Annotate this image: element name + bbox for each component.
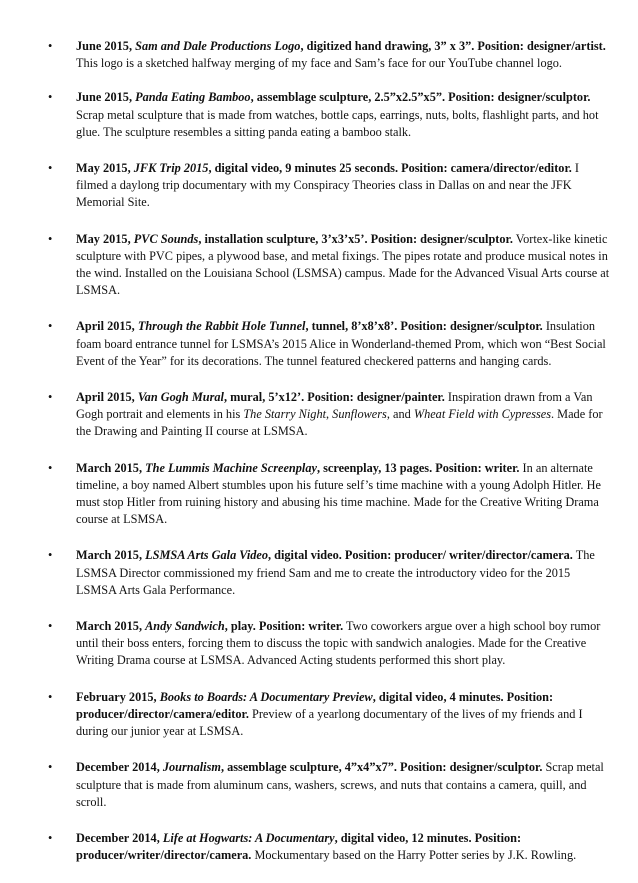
entry-details: , digital video, 4 minutes. Position: producer/director/camera/editor.: [76, 689, 554, 721]
entry-description: I filmed a daylong trip documentary with my Conspiracy Theories class in Dallas on and near the JFK Memorial Site.: [76, 161, 580, 210]
entry-date: December 2014,: [76, 760, 163, 775]
entry-details: , digitized hand drawing, 3” x 3”. Position: designer/artist.: [300, 39, 606, 53]
entry-date: February 2015,: [76, 689, 160, 704]
entry-details: , screenplay, 13 pages. Position: writer.: [316, 460, 520, 475]
bullet-icon: •: [48, 161, 53, 176]
entry-description: Scrap metal sculpture that is made from aluminum cans, washers, screws, and nuts that contains a camera, quill, and scroll.: [76, 760, 604, 809]
entry-date: March 2015,: [76, 460, 146, 475]
entry-details: , digital video. Position: producer/ writer/director/camera.: [268, 548, 573, 563]
bullet-icon: •: [48, 689, 53, 704]
bullet-icon: •: [48, 231, 53, 246]
list-item: [0, 89, 638, 141]
list-item: [0, 389, 638, 441]
entry-date: May 2015,: [76, 231, 134, 246]
entry-date: April 2015,: [76, 319, 138, 334]
bullet-icon: •: [48, 760, 53, 775]
list-item: [0, 618, 638, 670]
entry-description: The LSMSA Director commissioned my friend Sam and me to create the introductory video for the 2015 LSMSA Arts Gala Performance.: [76, 548, 595, 597]
list-item: [0, 231, 638, 300]
list-item: [0, 460, 638, 529]
entry-title: Through the Rabbit Hole Tunnel: [137, 319, 306, 334]
bullet-icon: •: [48, 390, 53, 405]
entry-title: The Lummis Machine Screenplay: [145, 460, 317, 475]
portfolio-list: [0, 38, 638, 883]
entry-description: In an alternate timeline, a boy named Albert stumbles upon his future self’s time machine with a young Adolph Hitler. He must stop Hitler from ruining history and abusing his time machine. Made for the Creative Writing Drama course at LSMSA.: [76, 460, 601, 527]
entry-details: , installation sculpture, 3’x3’x5’. Position: designer/sculptor.: [198, 231, 513, 246]
entry-date: March 2015,: [76, 548, 146, 563]
bullet-icon: •: [48, 90, 53, 105]
entry-description: Mockumentary based on the Harry Potter series by J.K. Rowling.: [251, 848, 577, 863]
entry-title: LSMSA Arts Gala Video: [145, 548, 268, 563]
bullet-icon: •: [48, 619, 53, 634]
list-item: [0, 160, 638, 212]
entry-title: Journalism: [162, 760, 221, 775]
entry-date: June 2015,: [76, 90, 136, 105]
bullet-icon: •: [48, 548, 53, 563]
entry-title: Books to Boards: A Documentary Preview: [159, 689, 373, 704]
list-item: [0, 38, 638, 72]
entry-details: , digital video, 12 minutes. Position: producer/writer/director/camera.: [76, 830, 522, 863]
list-item: [0, 318, 638, 370]
entry-details: , play. Position: writer.: [224, 619, 344, 634]
entry-date: June 2015,: [76, 39, 136, 53]
entry-details: , tunnel, 8’x8’x8’. Position: designer/sculptor.: [305, 319, 543, 334]
entry-details: , digital video, 9 minutes 25 seconds. Position: camera/director/editor.: [208, 161, 572, 176]
entry-description: Inspiration drawn from a Van Gogh portrait and elements in his: [76, 390, 593, 422]
entry-details: , assemblage sculpture, 2.5”x2.5”x5”. Position: designer/sculptor.: [250, 90, 591, 105]
entry-title: Van Gogh Mural: [137, 390, 224, 405]
artwork-title: Sunflowers: [332, 407, 387, 422]
entry-description: This logo is a sketched halfway merging of my face and Sam’s face for our YouTube channel logo.: [76, 56, 562, 71]
entry-description: Vortex-like kinetic sculpture with PVC pipes, a plywood base, and metal fixings. The pipes rotate and produce musical notes in the wind. Installed on the Louisiana School (LSMSA) campus. Made for the Advanced Visual Arts course at LSMSA.: [76, 231, 610, 298]
entry-title: Panda Eating Bamboo: [135, 90, 251, 105]
entry-title: JFK Trip 2015: [133, 161, 209, 176]
list-item: [0, 830, 638, 864]
artwork-title: Wheat Field with Cypresses: [413, 407, 552, 422]
bullet-icon: •: [48, 460, 53, 475]
list-item: [0, 759, 638, 811]
entry-description: ,: [326, 407, 333, 422]
entry-description: Preview of a yearlong documentary of the lives of my friends and I during our junior year at LSMSA.: [76, 706, 583, 739]
artwork-title: The Starry Night: [243, 407, 327, 422]
bullet-icon: •: [48, 39, 53, 53]
entry-description: . Made for the Drawing and Painting II course at LSMSA.: [76, 407, 603, 439]
entry-title: Andy Sandwich: [145, 619, 225, 634]
entry-details: , assemblage sculpture, 4”x4”x7”. Position: designer/sculptor.: [220, 760, 543, 775]
entry-description: Scrap metal sculpture that is made from watches, bottle caps, earrings, nuts, bolts, flashlight parts, and hot glue. The sculpture resembles a sitting panda eating a bamboo stalk.: [76, 107, 599, 139]
entry-details: , mural, 5’x12’. Position: designer/painter.: [223, 390, 445, 405]
list-item: [0, 689, 638, 741]
entry-description: Insulation foam board entrance tunnel for LSMSA’s 2015 Alice in Wonderland-themed Prom, which won “Best Social Event of the Year” for its decorations. The tunnel featured checkered patterns and hanging cards.: [76, 319, 606, 368]
bullet-icon: •: [48, 319, 53, 334]
entry-title: Life at Hogwarts: A Documentary: [162, 830, 335, 845]
entry-description: , and: [386, 407, 414, 422]
entry-date: April 2015,: [76, 390, 138, 405]
entry-date: May 2015,: [76, 161, 134, 176]
entry-date: December 2014,: [76, 830, 163, 845]
bullet-icon: •: [48, 830, 53, 845]
entry-description: Two coworkers argue over a high school boy rumor until their boss enters, forcing them to discuss the topic with sandwich analogies. Made for the Creative Writing Drama course at LSMSA. Advanced Acting students performed this short play.: [76, 619, 601, 668]
list-item: [0, 547, 638, 599]
entry-title: PVC Sounds: [133, 231, 199, 246]
entry-title: Sam and Dale Productions Logo: [135, 39, 301, 53]
entry-date: March 2015,: [76, 619, 146, 634]
